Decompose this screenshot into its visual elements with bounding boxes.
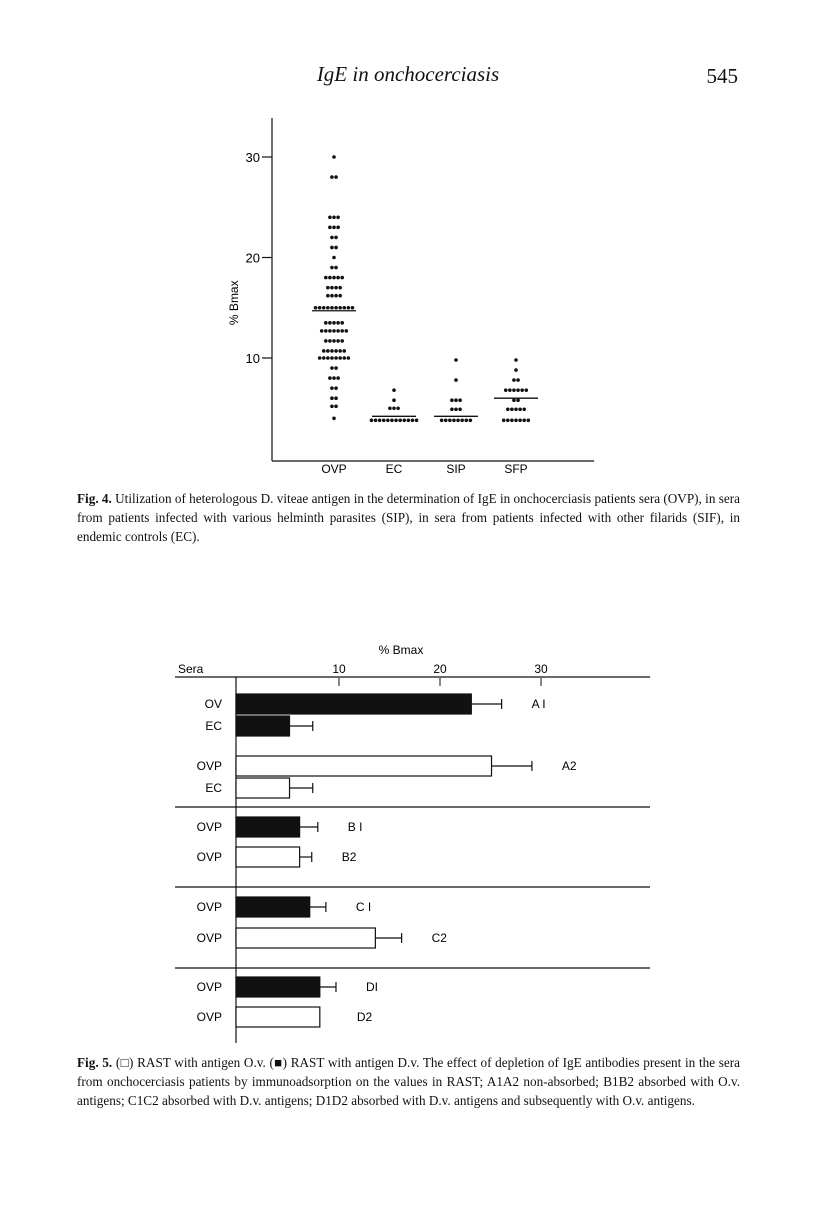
group-tag: C2	[431, 931, 447, 945]
bar-row-label: OVP	[196, 931, 222, 945]
x-category-label: EC	[385, 462, 403, 476]
x-category-label: SIP	[446, 462, 466, 476]
figure-4-caption-text: Utilization of heterologous D. viteae antigen in the determination of IgE in onchocerciasis patients sera (OVP), in sera from patients infected with various helminth parasites (SIP), in sera from patients infected with other filarids (SIF), in endemic controls (EC).	[77, 491, 740, 544]
bar	[236, 928, 375, 948]
bar-row-label: OVP	[196, 1010, 222, 1024]
figure-5-caption	[77, 1053, 740, 1110]
bar	[236, 756, 492, 776]
row-header: Sera	[178, 662, 204, 676]
bar-row-label: OVP	[196, 980, 222, 994]
bar-row-label: OVP	[196, 850, 222, 864]
x-category-label: OVP	[321, 462, 347, 476]
bar	[236, 897, 310, 917]
group-tag: D2	[356, 1010, 373, 1024]
bar-row-label: OV	[204, 697, 222, 711]
y-tick-label: 20	[245, 250, 260, 266]
x-tick-label: 30	[534, 662, 548, 676]
bar-row-label: EC	[205, 719, 222, 733]
bar	[236, 817, 300, 837]
y-axis-label: % Bmax	[227, 280, 241, 326]
group-tag: B2	[341, 850, 357, 864]
running-title: IgE in onchocerciasis	[316, 62, 500, 86]
y-tick-label: 10	[245, 351, 260, 366]
x-tick-label: 10	[332, 662, 346, 676]
group-tag: DI	[365, 980, 378, 994]
bar	[236, 778, 290, 798]
bar	[236, 694, 471, 714]
group-tag: A I	[531, 697, 546, 711]
x-category-label: SFP	[504, 462, 528, 476]
y-tick-label: 30	[245, 150, 260, 165]
bar-row-label: EC	[205, 781, 222, 795]
figure-5-caption-label: Fig. 5.	[77, 1055, 113, 1070]
bar-row-label: OVP	[196, 820, 222, 834]
figure-5-caption-text: (□) RAST with antigen O.v. (■) RAST with antigen D.v. The effect of depletion of IgE antibodies present in the sera from onchocerciasis patients by immunoadsorption on the values in RAST; A1A2 non-absorbed; B1B2 absorbed with O.v. antigens; C1C2 absorbed with D.v. antigens; D1D2 absorbed with D.v. antigens and subsequently with O.v. antigens.	[77, 1055, 740, 1108]
group-tag: A2	[561, 759, 577, 773]
bar	[236, 1007, 320, 1027]
chart-title: % Bmax	[378, 643, 424, 657]
figure-4-caption-label: Fig. 4.	[77, 491, 112, 506]
bar	[236, 847, 300, 867]
bar	[236, 977, 320, 997]
bar-row-label: OVP	[196, 900, 222, 914]
page-number: 545	[706, 64, 738, 88]
group-tag: B I	[347, 820, 363, 834]
bar-row-label: OVP	[196, 759, 222, 773]
bar	[236, 716, 290, 736]
group-tag: C I	[355, 900, 372, 914]
x-tick-label: 20	[433, 662, 447, 676]
